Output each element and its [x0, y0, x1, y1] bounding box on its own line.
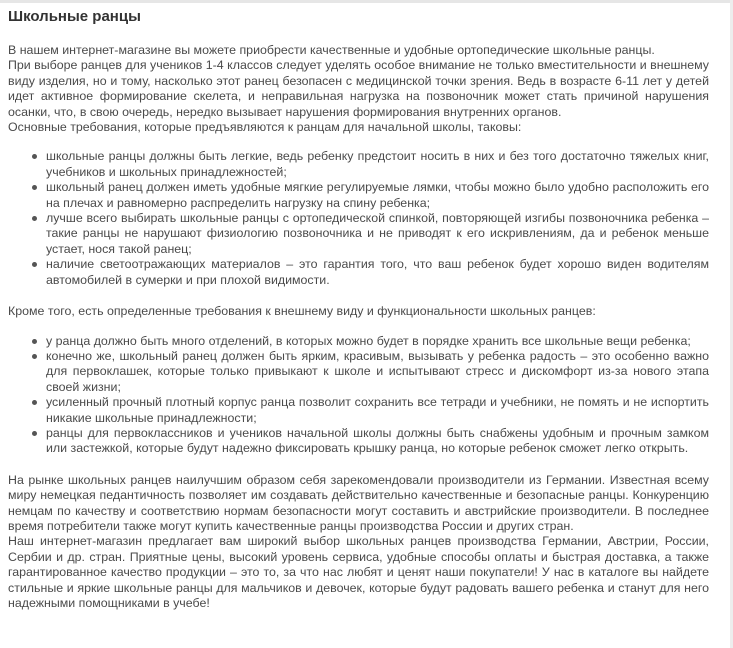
intro-paragraph-3: Основные требования, которые предъявляются к ранцам для начальной школы, таковы:	[8, 120, 522, 135]
list-item-text: лучше всего выбирать школьные ранцы с ортопедической спинкой, повторяющей изгибы позвоночника ребенка – такие ранцы не нарушают физиологию позвоночника и не приводят к его искривлениям, да и ребенок меньше устает, нося такой ранец;	[46, 211, 709, 256]
bullet-icon	[32, 216, 37, 221]
middle-paragraph: Кроме того, есть определенные требования к внешнему виду и функциональности школьных ранцев:	[8, 304, 596, 319]
list-item	[32, 149, 709, 180]
list-item-text: усиленный прочный плотный корпус ранца позволит сохранить все тетради и учебники, не помять и не испортить никакие школьные принадлежности;	[46, 395, 709, 425]
list-item	[32, 349, 709, 395]
bullet-icon	[32, 354, 37, 359]
intro-paragraph-2: При выборе ранцев для учеников 1-4 классов следует уделять особое внимание не только вместительности и внешнему виду изделия, но и тому, насколько этот ранец безопасен с медицинской точки зрения. Ведь в возрасте 6-11 лет у детей идет активное формирование скелета, и неправильная нагрузка на позвоночник может стать причиной нарушения осанки, что, в свою очередь, нередко вызывает нарушения формирования внутренних органов.	[8, 58, 709, 119]
bullet-icon	[32, 431, 37, 436]
list-item-text: наличие светоотражающих материалов – это гарантия того, что ваш ребенок будет хорошо виден водителям автомобилей в сумерки и при плохой видимости.	[46, 257, 709, 287]
bullet-icon	[32, 339, 37, 344]
bullet-icon	[32, 400, 37, 405]
list-item-text: ранцы для первоклассников и учеников начальной школы должны быть снабжены удобным и прочным замком или застежкой, которые будут надежно фиксировать крышку ранца, но которые ребенок сможет легко открыть.	[46, 425, 709, 456]
features-list	[8, 334, 709, 457]
top-divider	[0, 0, 733, 3]
bullet-icon	[32, 185, 37, 190]
page-title: Школьные ранцы	[8, 8, 141, 25]
list-item-text: конечно же, школьный ранец должен быть ярким, красивым, вызывать у ребенка радость – это особенно важно для первоклашек, которые только привыкают к школе и испытывают стресс и дискомфорт из-за нового этапа своей жизни;	[46, 348, 709, 394]
list-item	[32, 180, 709, 211]
list-item	[32, 395, 709, 426]
intro-paragraph-1: В нашем интернет-магазине вы можете приобрести качественные и удобные ортопедические школьные ранцы.	[8, 43, 655, 57]
bullet-icon	[32, 262, 37, 267]
list-item-text: у ранца должно быть много отделений, в которых можно будет в порядке хранить все школьные вещи ребенка;	[46, 333, 691, 348]
list-item	[32, 257, 709, 288]
outro-paragraph-1: На рынке школьных ранцев наилучшим образом себя зарекомендовали производители из Германии. Известная всему миру немецкая педантичность позволяет им создавать действительно качественные и безопасные ранцы. Конкуренцию немцам по качеству и соответствию нормам безопасности могут составить и австрийские производители. В последнее время потребители также могут купить качественные ранцы производства России и других стран.	[8, 472, 709, 533]
list-item	[32, 211, 709, 257]
bullet-icon	[32, 154, 37, 159]
outro-paragraph-2: Наш интернет-магазин предлагает вам широкий выбор школьных ранцев производства Германии, Австрии, России, Сербии и др. стран. Приятные цены, высокий уровень сервиса, удобные способы оплаты и быстрая доставка, а также гарантированное качество продукции – это то, за что нас любят и ценят наши покупатели! У нас в каталоге вы найдете стильные и яркие школьные ранцы для мальчиков и девочек, которые будут радовать вашего ребенка и станут для него надежными помощниками в учебе!	[8, 534, 709, 610]
list-item	[32, 426, 709, 457]
list-item-text: школьный ранец должен иметь удобные мягкие регулируемые лямки, чтобы можно было удобно расположить его на плечах и равномерно распределить нагрузку на спину ребенка;	[46, 180, 709, 210]
list-item	[32, 334, 709, 349]
list-item-text: школьные ранцы должны быть легкие, ведь ребенку предстоит носить в них и без того достаточно тяжелых книг, учебников и школьных принадлежностей;	[46, 149, 709, 179]
requirements-list	[8, 149, 709, 288]
